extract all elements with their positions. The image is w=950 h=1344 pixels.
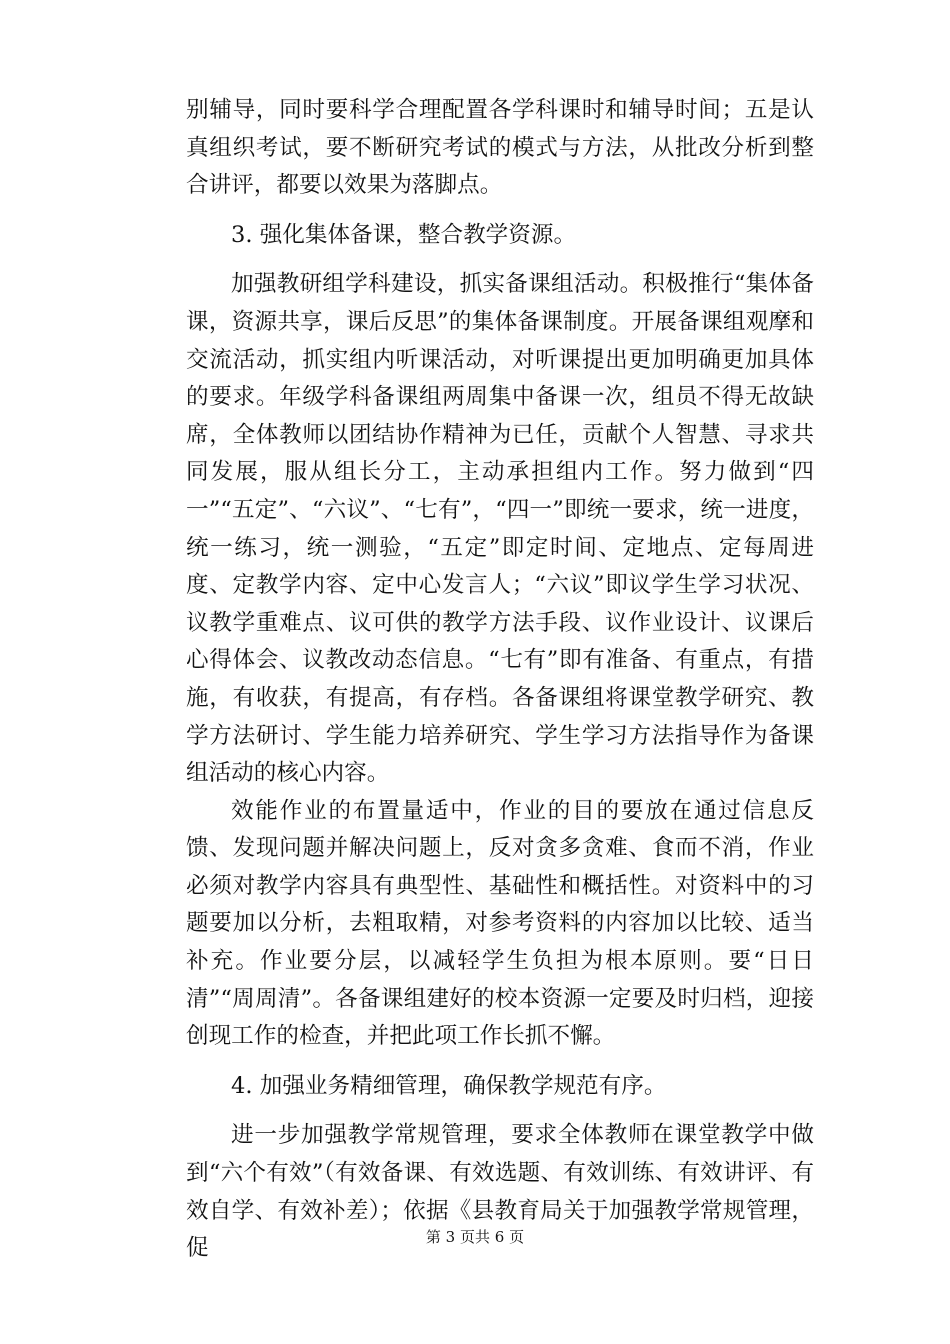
- paragraph-collective-lesson-prep: 加强教研组学科建设，抓实备课组活动。积极推行“集体备课，资源共享，课后反思”的集体备课制度。开展备课组观摩和交流活动，抓实组内听课活动，对听课提出更加明确更加具体的要求。年级学科备课组两周集中备课一次，组员不得无故缺席，全体教师以团结协作精神为已任，贡献个人智慧、寻求共同发展，服从组长分工，主动承担组内工作。努力做到“四一”“五定”、“六议”、“七有”，“四一”即统一要求，统一进度，统一练习，统一测验，“五定”即定时间、定地点、定每周进度、定教学内容、定中心发言人；“六议”即议学生学习状况、议教学重难点、议可供的教学方法手段、议作业设计、议课后心得体会、议教改动态信息。“七有”即有准备、有重点，有措施，有收获，有提高，有存档。各备课组将课堂教学研究、教学方法研讨、学生能力培养研究、学生学习方法指导作为备课组活动的核心内容。: [186, 271, 814, 787]
- section-heading-4: 4. 加强业务精细管理，确保教学规范有序。: [231, 1072, 667, 1099]
- paragraph-routine-management: 进一步加强教学常规管理，要求全体教师在课堂教学中做到“六个有效”（有效备课、有效选题、有效训练、有效讲评、有效自学、有效补差）；依据《县教育局关于加强教学常规管理，促: [186, 1122, 814, 1262]
- paragraph-continuation: 别辅导，同时要科学合理配置各学科课时和辅导时间；五是认真组织考试，要不断研究考试的模式与方法，从批改分析到整合讲评，都要以效果为落脚点。: [186, 97, 814, 199]
- paragraph-homework: 效能作业的布置量适中，作业的目的要放在通过信息反馈、发现问题并解决问题上，反对贪多贪难、食而不消，作业必须对教学内容具有典型性、基础性和概括性。对资料中的习题要加以分析，去粗取精，对参考资料的内容加以比较、适当补充。作业要分层，以减轻学生负担为根本原则。要“日日清”“周周清”。各备课组建好的校本资源一定要及时归档，迎接创现工作的检查，并把此项工作长抓不懈。: [186, 797, 814, 1050]
- document-body: [186, 92, 814, 1268]
- section-heading-3: 3. 强化集体备课，整合教学资源。: [231, 221, 577, 248]
- page-number-footer: 第 3 页共 6 页: [425, 1228, 525, 1246]
